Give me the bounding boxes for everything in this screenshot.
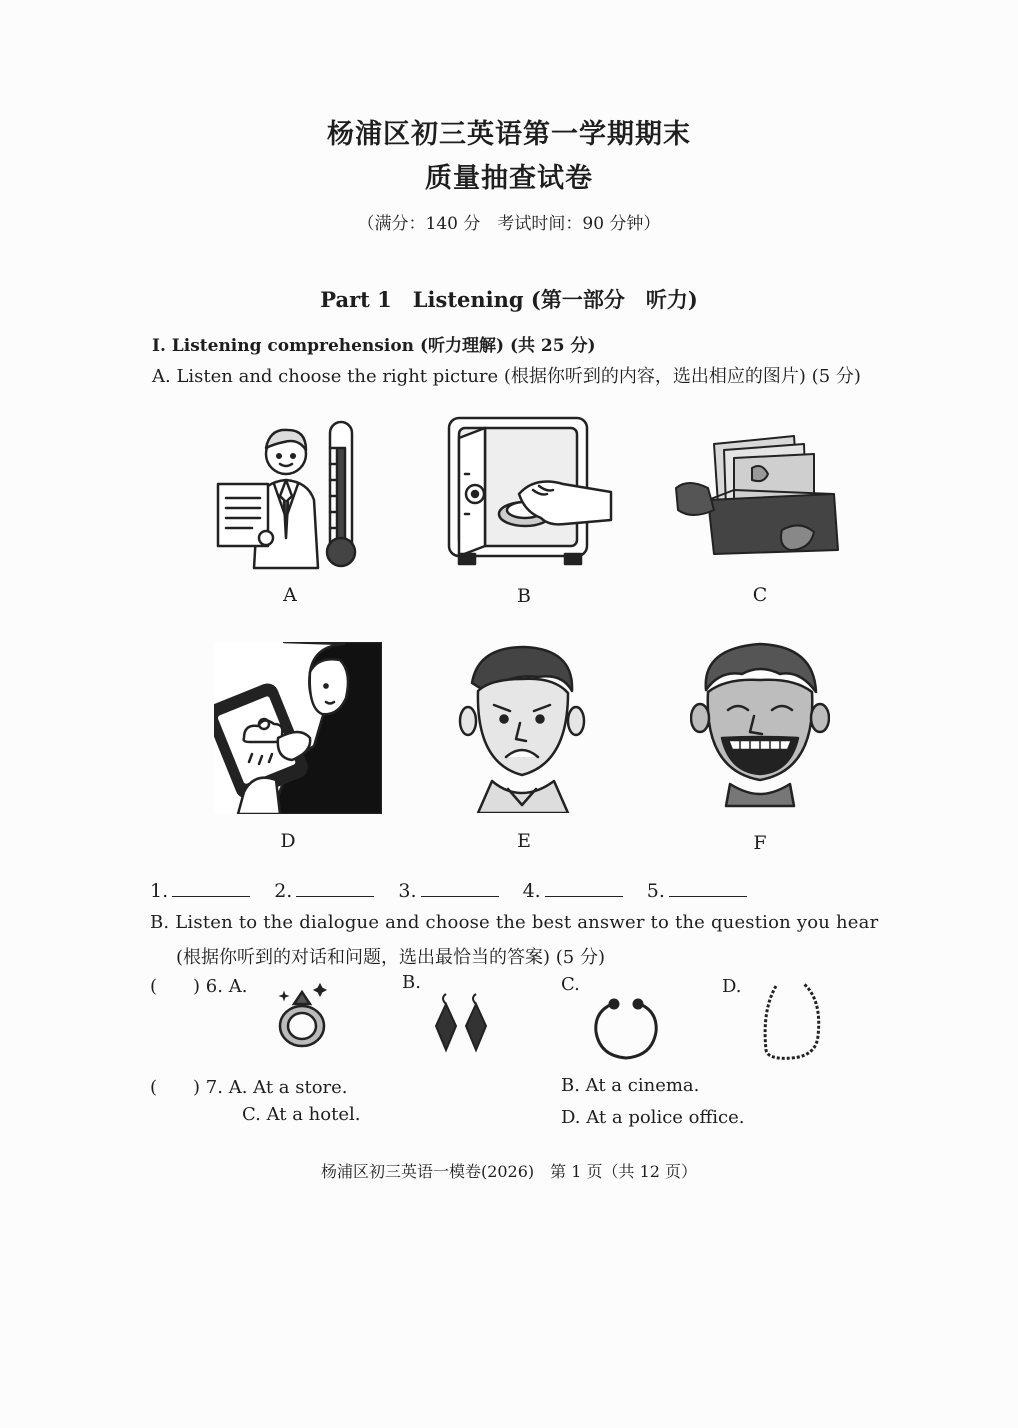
option-7d: D. At a police office.: [561, 1107, 745, 1128]
blank-4[interactable]: 4.: [523, 880, 623, 902]
sub-a-instruction: A. Listen and choose the right picture (根据你听到的内容，选出相应的图片) (5 分): [152, 366, 861, 387]
sub-b-instruction-line2: (根据你听到的对话和问题，选出最恰当的答案) (5 分): [176, 947, 605, 968]
doctor-thermometer-icon: [214, 418, 364, 570]
blank-2[interactable]: 2.: [274, 880, 374, 902]
picture-label-f: F: [753, 832, 767, 854]
ring-icon: [274, 976, 334, 1052]
blank-5[interactable]: 5.: [647, 880, 747, 902]
answer-blanks-row: [150, 880, 765, 902]
exam-title-line2: 质量抽查试卷: [425, 163, 593, 194]
option-6b-letter: B.: [402, 972, 421, 993]
blank-1[interactable]: 1.: [150, 880, 250, 902]
necklace-icon: [756, 980, 828, 1064]
laughing-face-icon: [690, 640, 830, 810]
wallet-money-icon: [674, 434, 844, 560]
question-number-7: 7.: [205, 1077, 223, 1098]
option-7c: C. At a hotel.: [242, 1104, 361, 1125]
picture-label-d: D: [280, 830, 296, 852]
option-6c-letter: C.: [561, 974, 580, 995]
bracelet-icon: [590, 996, 662, 1062]
answer-bracket-7[interactable]: ( ): [150, 1077, 201, 1098]
option-6a-letter: A.: [228, 976, 248, 997]
blank-3[interactable]: 3.: [398, 880, 498, 902]
phone-weather-icon: [214, 642, 382, 814]
page-footer: 杨浦区初三英语一模卷(2026) 第 1 页（共 12 页）: [320, 1162, 698, 1181]
question-number-6: 6.: [205, 976, 223, 997]
exam-title-line1: 杨浦区初三英语第一学期期末: [327, 119, 691, 150]
worried-face-icon: [458, 643, 588, 813]
part-heading: Part 1 Listening (第一部分 听力): [320, 287, 698, 312]
sub-b-instruction-line1: B. Listen to the dialogue and choose the best answer to the question you hear: [150, 912, 879, 933]
earrings-icon: [432, 992, 492, 1056]
picture-label-e: E: [517, 830, 531, 852]
question-6: [150, 972, 247, 998]
picture-label-a: A: [283, 584, 297, 606]
picture-label-c: C: [752, 584, 768, 606]
section-heading: Ⅰ. Listening comprehension (听力理解) (共 25 分): [152, 336, 596, 356]
exam-info: （满分：140 分 考试时间：90 分钟）: [357, 214, 661, 234]
safe-icon: [445, 414, 615, 566]
question-7: [150, 1073, 348, 1099]
answer-bracket-6[interactable]: ( ): [150, 976, 201, 997]
option-7b: B. At a cinema.: [561, 1075, 700, 1096]
picture-label-b: B: [517, 585, 531, 607]
option-7a: A. At a store.: [228, 1077, 348, 1098]
option-6d-letter: D.: [722, 976, 742, 997]
